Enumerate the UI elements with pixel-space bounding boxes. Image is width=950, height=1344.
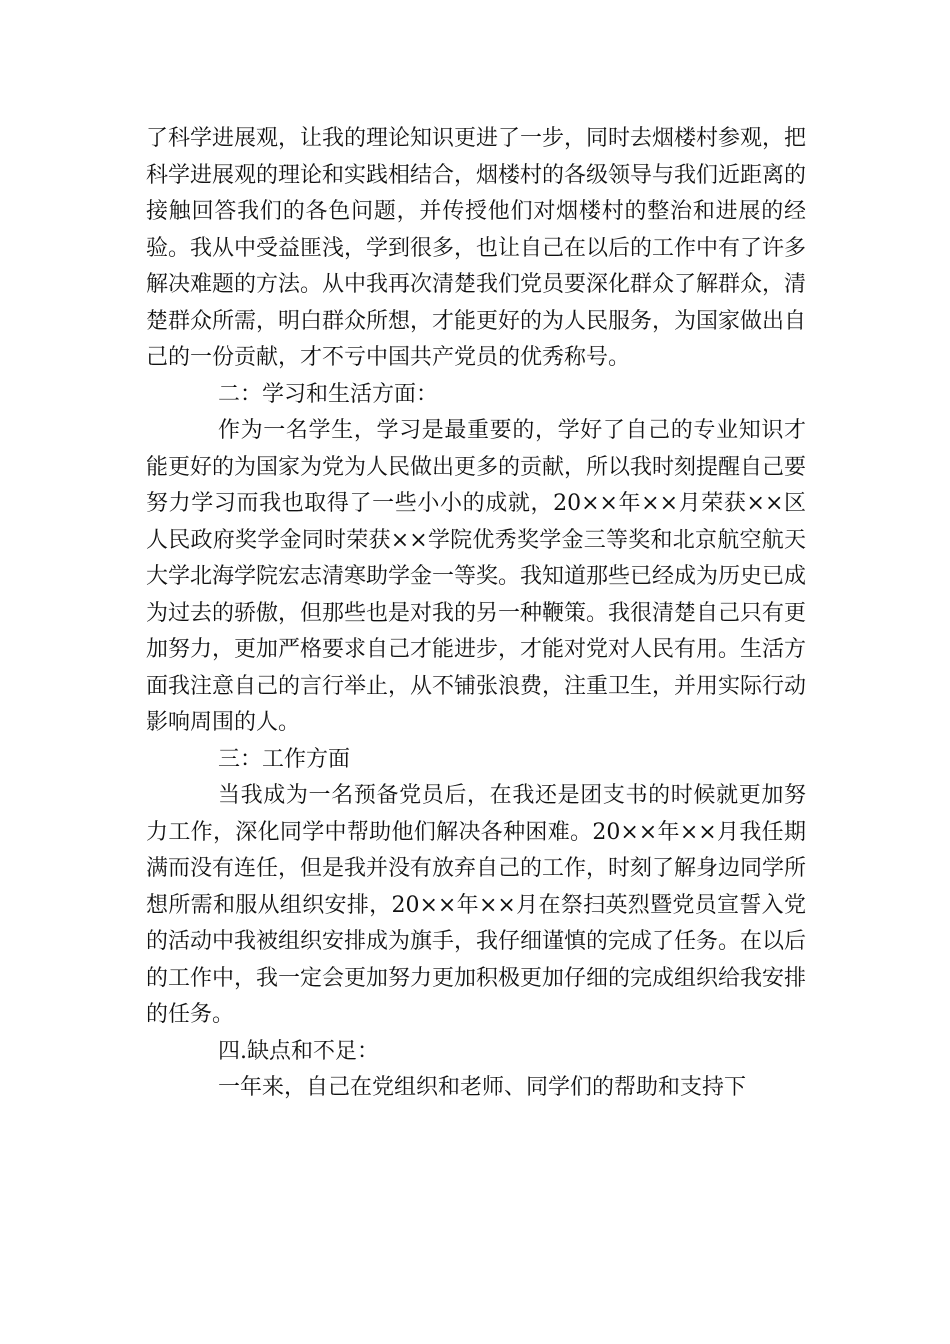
document-page [146,121,806,1107]
paragraph-shortcomings: 一年来，自己在党组织和老师、同学们的帮助和支持下 [218,1075,747,1100]
paragraph-study-life: 作为一名学生，学习是最重要的，学好了自己的专业知识才能更好的为国家为党为人民做出更多的贡献，所以我时刻提醒自己要努力学习而我也取得了一些小小的成就，20××年××月荣获××区人民政府奖学金同时荣获××学院优秀奖学金三等奖和北京航空航天大学北海学院宏志清寒助学金一等奖。我知道那些已经成为历史已成为过去的骄傲，但那些也是对我的另一种鞭策。我很清楚自己只有更加努力，更加严格要求自己才能进步，才能对党对人民有用。生活方面我注意自己的言行举止，从不铺张浪费，注重卫生，并用实际行动影响周围的人。 [146,418,807,735]
section-heading-shortcomings: 四.缺点和不足： [218,1038,379,1064]
paragraph-work: 当我成为一名预备党员后，在我还是团支书的时候就更加努力工作，深化同学中帮助他们解决各种困难。20××年××月我任期满而没有连任，但是我并没有放弃自己的工作，时刻了解身边同学所想所需和服从组织安排，20××年××月在祭扫英烈暨党员宣誓入党的活动中我被组织安排成为旗手，我仔细谨慎的完成了任务。在以后的工作中，我一定会更加努力更加积极更加仔细的完成组织给我安排的任务。 [146,783,807,1027]
paragraph-theory-practice: 了科学进展观，让我的理论知识更进了一步，同时去烟楼村参观，把科学进展观的理论和实践相结合，烟楼村的各级领导与我们近距离的接触回答我们的各色问题，并传授他们对烟楼村的整治和进展的经验。我从中受益匪浅，学到很多，也让自己在以后的工作中有了许多解决难题的方法。从中我再次清楚我们党员要深化群众了解群众，清楚群众所需，明白群众所想，才能更好的为人民服务，为国家做出自己的一份贡献，才不亏中国共产党员的优秀称号。 [146,126,807,370]
section-heading-study-life: 二：学习和生活方面： [218,381,439,407]
section-heading-work: 三：工作方面 [218,746,351,772]
